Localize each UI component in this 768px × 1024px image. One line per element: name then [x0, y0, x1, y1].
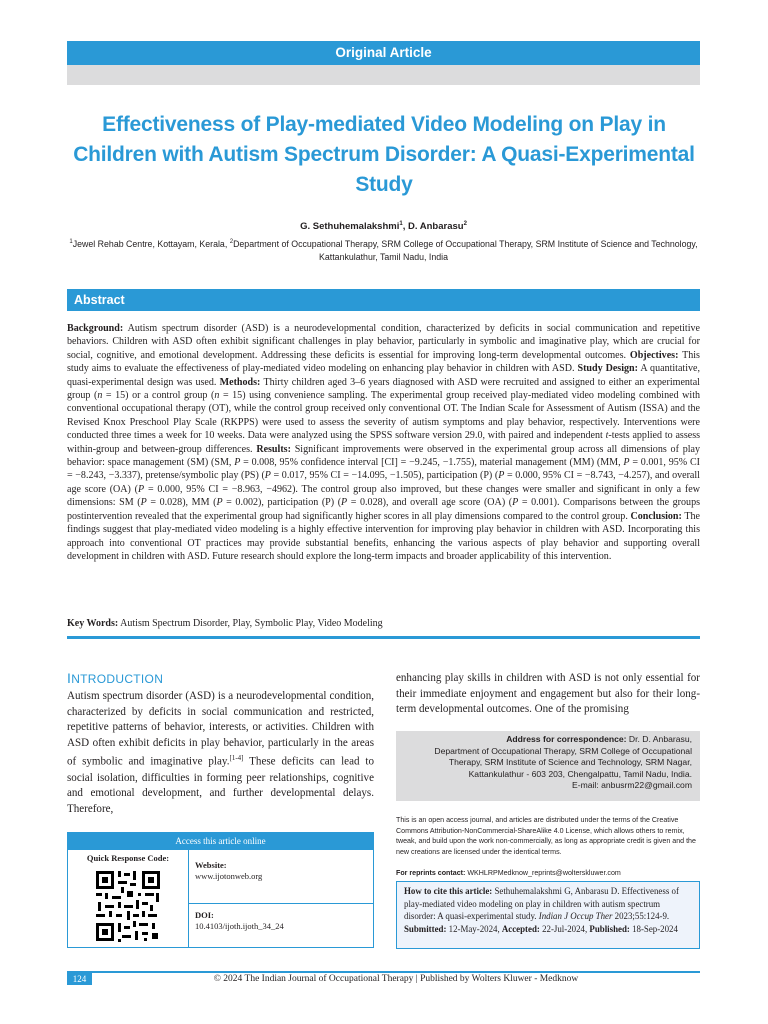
results-text-f: = 0.000, 95% CI = −8.963, −4962). The control group also improved, but these changes were smaller and significant in only a few dimensions: SM (: [67, 483, 700, 509]
results-label: Results:: [256, 443, 291, 455]
methods-text-a: Thirty children aged 3–6 years diagnosed with ASD were recruited and assigned to either an experimental group (: [67, 376, 700, 402]
italic-p: P: [264, 470, 271, 482]
italic-p: P: [341, 497, 348, 509]
methods-text-c: = 15) using convenience sampling. The experimental group received play-mediated video modeling combined with conventional occupational therapy (OT), while the control group received only conventional OT. The Indian Scale for Assessment of Autism (ISSA) and the Revised Knox Preschool Play Scale (RKPPS) were used to assess the severity of autism symptoms and play behavior, respectively. Interventions were conducted three times a week for 10 weeks. Data were analyzed using the SPSS software version 29.0, with paired and independent: [67, 390, 701, 442]
email-link[interactable]: anbusrm22@gmail.com: [598, 780, 692, 791]
methods-text-b: = 15) or a control group (: [102, 390, 215, 402]
access-box: [67, 832, 374, 948]
results-text-j: = 0.001). Comparisons between the groups postintervention revealed that the experimental group had significantly higher scores in all play dimensions compared to the control group.: [67, 497, 701, 522]
italic-n: n: [214, 390, 220, 402]
page-number: 124: [67, 973, 92, 985]
affil-2: Department of Occupational Therapy, SRM College of Occupational Therapy, SRM Institute of Science and Technology, Kattankulathur, Tamil Nadu, India: [233, 238, 698, 262]
website-block: [195, 860, 262, 882]
results-text-d: = 0.017, 95% CI = −14.095, −1.505), participation (P) (: [270, 470, 499, 482]
corr-name: Dr. D. Anbarasu,: [626, 734, 692, 744]
intro-text-a: Autism spectrum disorder (ASD) is a neurodevelopmental condition, characterized by deficits in social communication and restricted, repetitive patterns of behavior, interests, or activities. Children with ASD often exhibit deficits in play behavior, particularly in the areas of symbolic and imaginative play.: [67, 690, 374, 769]
intro-right-column: enhancing play skills in children with ASD is not only essential for their immediate enjoyment and engagement but also for their long-term developmental outcomes. One of the promising: [396, 672, 700, 716]
results-text-a: Significant improvements were observed in the experimental group across all dimensions of play behavior: space management (SM) (SM,: [67, 443, 700, 469]
affil-1: Jewel Rehab Centre, Kottayam, Kerala,: [72, 238, 230, 249]
keywords-text: Autism Spectrum Disorder, Play, Symbolic Play, Video Modeling: [120, 618, 383, 629]
results-text-g: = 0.028), MM (: [146, 497, 217, 509]
italic-p: P: [138, 483, 145, 495]
submitted-date: 12-May-2024,: [446, 923, 502, 934]
introduction-heading: [67, 670, 163, 686]
author-1: G. Sethuhemalakshmi: [300, 221, 400, 233]
reprints-line: [396, 869, 700, 877]
corr-label: Address for correspondence:: [506, 734, 627, 744]
results-text-b: = 0.008, 95% confidence interval [CI] = −9.245, −1.755), material management (MM) (MM,: [240, 457, 624, 469]
author-2: D. Anbarasu: [407, 221, 464, 233]
header-gray-band: [67, 65, 700, 85]
intro-left-column: [67, 689, 374, 817]
results-text-i: = 0.028), and overall age score (OA) (: [347, 497, 513, 509]
reprints-email[interactable]: WKHLRPMedknow_reprints@wolterskluwer.com: [465, 869, 621, 877]
conclusion-text: The findings suggest that play-mediated video modeling is a highly effective intervention for improving play behavior in children with ASD. Incorporating this approach into conventional OT practices may provide substantial benefits, enhancing the various aspects of play behavior and supporting overall development in children with ASD. Future research should explore the long-term impacts and broader applicability of this intervention.: [67, 510, 700, 562]
italic-p: P: [216, 497, 223, 509]
website-link[interactable]: www.ijotonweb.org: [195, 871, 263, 881]
corr-email-line: [402, 780, 692, 792]
objectives-text: This study aims to evaluate the effectiveness of play-mediated video modeling on enhancing play behavior in children with ASD.: [67, 349, 700, 375]
keywords-label: Key Words:: [67, 618, 119, 629]
results-text-h: = 0.002), participation (P) (: [222, 497, 342, 509]
reprints-label: For reprints contact:: [396, 869, 466, 877]
citation-ref[interactable]: [1-4]: [229, 754, 244, 763]
qr-cell: [68, 850, 189, 947]
footer-text: © 2024 The Indian Journal of Occupational Therapy | Published by Wolters Kluwer - Medknow: [213, 974, 579, 984]
design-text: A quantitative, quasi-experimental design was used.: [67, 363, 700, 388]
italic-p: P: [234, 457, 241, 469]
background-label: Background:: [67, 323, 124, 334]
abstract-divider: [67, 636, 700, 639]
published-label: Published:: [589, 923, 630, 934]
author-2-sup: 2: [463, 221, 467, 227]
affil-sup-1: 1: [69, 239, 73, 245]
intro-text-b: These deficits can lead to social isolation, difficulties in forming peer relationships, cognitive and emotional development, and further developmental delays. Therefore,: [67, 756, 375, 815]
article-title: Effectiveness of Play-mediated Video Modeling on Play in Children with Autism Spectrum Disorder: A Quasi-Experimental Study: [73, 113, 695, 196]
cite-label: How to cite this article:: [404, 886, 493, 896]
author-1-sup: 1: [399, 221, 403, 227]
abstract-heading: Abstract: [67, 289, 700, 311]
cite-text: Sethuhemalakshmi G, Anbarasu D. Effectiveness of play-mediated video modeling on play in children with autism spectrum disorder: A quasi-experimental study.: [404, 886, 679, 922]
results-text-c: = 0.001, 95% CI = −8.243, −3.337), pretense/symbolic play (PS) (: [67, 457, 700, 482]
email-label: E-mail:: [571, 780, 599, 791]
license-text: This is an open access journal, and articles are distributed under the terms of the Creative Commons Attribution-NonCommercial-ShareAlike 4.0 License, which allows others to remix, tweak, and build upon the work non-commercially, as long as appropriate credit is given and the new creations are licensed under the identical terms.: [396, 816, 696, 856]
abstract-body: [67, 322, 700, 563]
keywords: [67, 618, 700, 629]
cite-vol: 2023;55:124-9.: [612, 911, 670, 922]
affil-sup-2: 2: [229, 239, 234, 245]
published-date: 18-Sep-2024: [629, 923, 678, 934]
methods-text-d: -tests applied to assess within-group and between-group differences.: [67, 430, 701, 455]
background-text: Autism spectrum disorder (ASD) is a neurodevelopmental condition, characterized by deficits in social communication and repetitive behaviors. Children with ASD often exhibit significant challenges in play behavior, particularly in symbolic and imaginative play, which are crucial for social, cognitive, and emotional development. Addressing these deficits is essential for improving long-term developmental outcomes.: [67, 323, 700, 361]
access-info: [189, 850, 373, 947]
italic-p: P: [623, 457, 630, 469]
italic-t: t: [605, 430, 609, 442]
cite-box: [396, 881, 700, 949]
accepted-date: 22-Jul-2024,: [539, 923, 590, 934]
section-label: Original Article: [67, 41, 700, 65]
design-label: Study Design:: [577, 363, 638, 375]
italic-n: n: [97, 390, 103, 402]
italic-p: P: [140, 497, 147, 509]
conclusion-label: Conclusion:: [630, 510, 682, 522]
cite-journal: Indian J Occup Ther: [538, 911, 613, 922]
affiliations: [67, 236, 700, 264]
intro-heading-initial: I: [67, 670, 72, 686]
doi-link[interactable]: 10.4103/ijoth.ijoth_34_24: [195, 921, 284, 931]
corr-line-1: Department of Occupational Therapy, SRM College of Occupational: [434, 745, 692, 756]
methods-label: Methods:: [219, 376, 261, 388]
italic-p: P: [498, 470, 505, 482]
doi-label: DOI:: [195, 910, 214, 920]
access-divider: [189, 903, 373, 904]
corr-line-3: Kattankulathur - 603 203, Chengalpattu, Tamil Nadu, India.: [468, 768, 692, 779]
italic-p: P: [512, 497, 519, 509]
accepted-label: Accepted:: [501, 923, 540, 934]
qr-label: Quick Response Code:: [86, 853, 170, 863]
website-label: Website:: [195, 860, 227, 870]
doi-block: [195, 910, 284, 932]
corr-line-0: [402, 734, 692, 746]
submitted-label: Submitted:: [404, 923, 447, 934]
objectives-label: Objectives:: [629, 349, 679, 361]
correspondence-box: [396, 731, 700, 801]
corr-line-2: Therapy, SRM Institute of Science and Technology, SRM Nagar,: [448, 757, 692, 768]
results-text-e: = 0.000, 95% CI = −8.743, −4.257), and overall age score (OA) (: [67, 470, 700, 495]
author-sep: ,: [402, 221, 408, 233]
access-heading: Access this article online: [68, 833, 373, 850]
intro-heading-rest: NTRODUCTION: [71, 672, 164, 686]
authors: [67, 221, 700, 232]
qr-code-icon[interactable]: [94, 869, 162, 943]
